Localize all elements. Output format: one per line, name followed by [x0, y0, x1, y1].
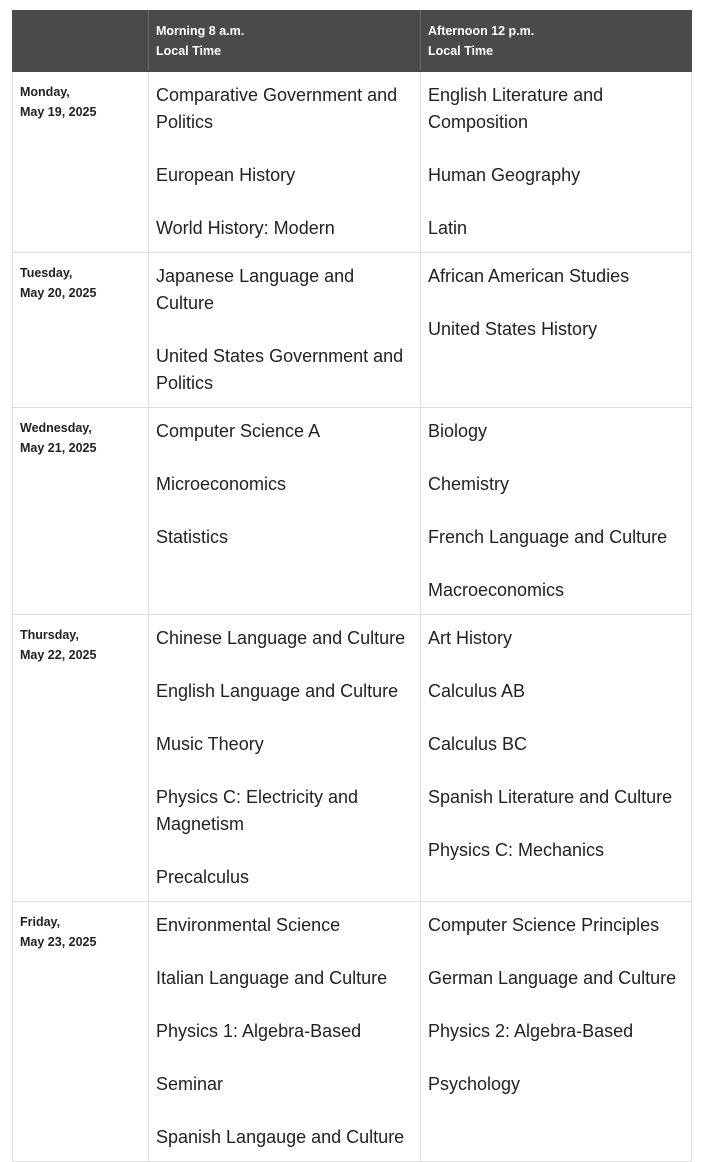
date-cell [13, 408, 149, 615]
morning-exams-cell [149, 72, 421, 253]
afternoon-exams-cell [421, 902, 692, 1162]
weekday-label: Thursday, [20, 628, 79, 642]
exam-name: United States Government and Politics [156, 346, 404, 393]
table-row [13, 615, 692, 902]
weekday-label: Tuesday, [20, 266, 73, 280]
exam-name: Statistics [156, 527, 229, 547]
exam-name: Calculus AB [428, 681, 526, 701]
exam-name: Computer Science A [156, 421, 321, 441]
exam-name: English Language and Culture [156, 681, 399, 701]
table-row [13, 408, 692, 615]
afternoon-exams-cell [421, 253, 692, 408]
morning-exams-cell [149, 408, 421, 615]
header-date-column [13, 11, 149, 72]
exam-name: Music Theory [156, 734, 264, 754]
table-row [13, 72, 692, 253]
exam-name: Environmental Science [156, 915, 341, 935]
header-morning-column [149, 11, 421, 72]
exam-name: Japanese Language and Culture [156, 266, 355, 313]
table-row [13, 902, 692, 1162]
exam-name: Comparative Government and Politics [156, 85, 398, 132]
exam-name: Microeconomics [156, 474, 287, 494]
table-body [13, 72, 692, 1162]
exam-name: English Literature and Composition [428, 85, 604, 132]
exam-name: Physics C: Mechanics [428, 840, 605, 860]
exam-name: French Language and Culture [428, 527, 668, 547]
afternoon-exams-cell [421, 408, 692, 615]
weekday-label: Wednesday, [20, 421, 92, 435]
morning-exams-cell [149, 902, 421, 1162]
exam-name: Psychology [428, 1074, 521, 1094]
exam-name: United States History [428, 319, 598, 339]
exam-name: Precalculus [156, 867, 250, 887]
date-cell [13, 615, 149, 902]
date-label: May 20, 2025 [20, 286, 97, 300]
exam-name: Biology [428, 421, 488, 441]
date-cell [13, 253, 149, 408]
exam-name: Physics 2: Algebra-Based [428, 1021, 634, 1041]
exam-name: Physics 1: Algebra-Based [156, 1021, 362, 1041]
table-row [13, 253, 692, 408]
exam-name: Chemistry [428, 474, 510, 494]
weekday-label: Monday, [20, 85, 70, 99]
header-afternoon-title: Afternoon 12 p.m. [428, 24, 535, 38]
header-afternoon-column [421, 11, 692, 72]
exam-name: World History: Modern [156, 218, 335, 238]
date-cell [13, 72, 149, 253]
header-morning-title: Morning 8 a.m. [156, 24, 245, 38]
exam-name: Computer Science Principles [428, 915, 660, 935]
exam-name: Spanish Literature and Culture [428, 787, 673, 807]
header-row [13, 11, 692, 72]
exam-name: German Language and Culture [428, 968, 677, 988]
table-header [13, 11, 692, 72]
exam-name: Human Geography [428, 165, 581, 185]
exam-name: Physics C: Electricity and Magnetism [156, 787, 359, 834]
exam-name: Seminar [156, 1074, 224, 1094]
exam-name: Italian Language and Culture [156, 968, 388, 988]
date-label: May 23, 2025 [20, 935, 97, 949]
header-morning-subtitle: Local Time [156, 44, 222, 58]
exam-name: European History [156, 165, 296, 185]
exam-schedule-table [12, 10, 692, 1162]
morning-exams-cell [149, 253, 421, 408]
exam-name: Calculus BC [428, 734, 528, 754]
exam-name: Latin [428, 218, 468, 238]
afternoon-exams-cell [421, 72, 692, 253]
exam-name: Macroeconomics [428, 580, 565, 600]
date-label: May 19, 2025 [20, 105, 97, 119]
exam-name: Spanish Langauge and Culture [156, 1127, 405, 1147]
exam-name: Art History [428, 628, 513, 648]
afternoon-exams-cell [421, 615, 692, 902]
date-label: May 22, 2025 [20, 648, 97, 662]
date-cell [13, 902, 149, 1162]
exam-name: Chinese Language and Culture [156, 628, 406, 648]
morning-exams-cell [149, 615, 421, 902]
date-label: May 21, 2025 [20, 441, 97, 455]
header-afternoon-subtitle: Local Time [428, 44, 494, 58]
weekday-label: Friday, [20, 915, 61, 929]
exam-name: African American Studies [428, 266, 630, 286]
